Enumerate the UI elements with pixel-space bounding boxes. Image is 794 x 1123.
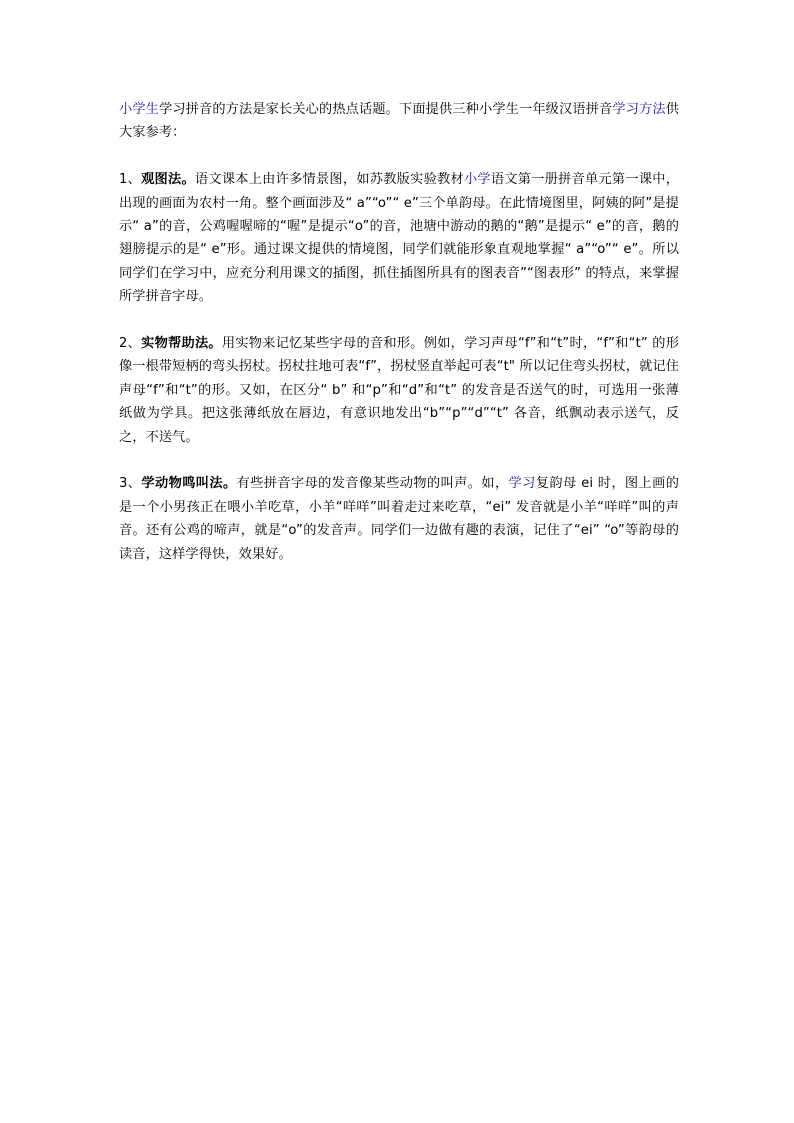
method-2-heading: 实物帮助法。: [141, 336, 222, 352]
method-1-text-1: 语文课本上由许多情景图，如苏教版实验教材: [194, 172, 464, 188]
method-2-paragraph: [119, 332, 679, 449]
link-xiaoxue[interactable]: 小学: [463, 172, 491, 188]
method-3-text-1: 有些拼音字母的发音像某些动物的叫声。如，: [236, 476, 509, 492]
method-3-number: 3、: [119, 476, 142, 492]
method-1-text-2: 语文第一册拼音单元第一课中，出现的画面为农村一角。整个画面涉及“ a”“o”“ e”三个单韵母。在此情境图里，阿姨的阿”是提示“ a”的音，公鸡喔喔啼的“喔”是提示“o”的音，池塘中游动的鹅的“鹅”是提示“ e”的音，鹅的翅膀提示的是“ e”形。通过课文提供的情境图，同学们就能形象直观地掌握“ a”“o”“ e”。所以同学们在学习中，应充分利用课文的插图，抓住插图所具有的图表音”“图表形” 的特点，来掌握所学拼音字母。: [119, 172, 680, 305]
method-2-number: 2、: [119, 336, 142, 352]
link-xuexi[interactable]: 学习: [508, 476, 536, 492]
method-1-heading: 观图法。: [141, 172, 195, 188]
intro-paragraph: [119, 98, 679, 145]
document-body: [119, 98, 679, 589]
method-1-paragraph: [119, 168, 679, 308]
link-xiaoxuesheng[interactable]: 小学生: [119, 102, 160, 117]
method-3-text-2: 复韵母 ei 时，图上画的是一个小男孩正在喂小羊吃草，小羊“咩咩”叫着走过来吃草，“ei” 发音就是小羊“咩咩”叫的声音。还有公鸡的啼声，就是“o”的发音声。同学们一边做有趣的表演，记住了“ei” “o”等韵母的读音，这样学得快，效果好。: [119, 476, 679, 562]
method-2-text: 用实物来记忆某些字母的音和形。例如，学习声母“f”和“t”时，“f”和“t” 的形像一根带短柄的弯头拐杖。拐杖拄地可表“f”，拐杖竖直举起可表“t" 所以记住弯头拐杖，就记住声母“f”和“t”的形。又如，在区分“ b” 和“p”和“d”和“t” 的发音是否送气的时，可选用一张薄纸做为学具。把这张薄纸放在唇边，有意识地发出“b”“p”“d”“t” 各音，纸飘动表示送气，反之，不送气。: [119, 336, 679, 445]
method-3-paragraph: [119, 472, 679, 566]
method-3-heading: 学动物鸣叫法。: [141, 476, 237, 492]
link-xuexi-fangfa[interactable]: 学习方法: [612, 102, 666, 117]
intro-text-2: 供大家参考：: [119, 102, 679, 141]
method-1-number: 1、: [119, 172, 142, 188]
intro-text-1: 学习拼音的方法是家长关心的热点话题。下面提供三种小学生一年级汉语拼音: [159, 102, 613, 117]
